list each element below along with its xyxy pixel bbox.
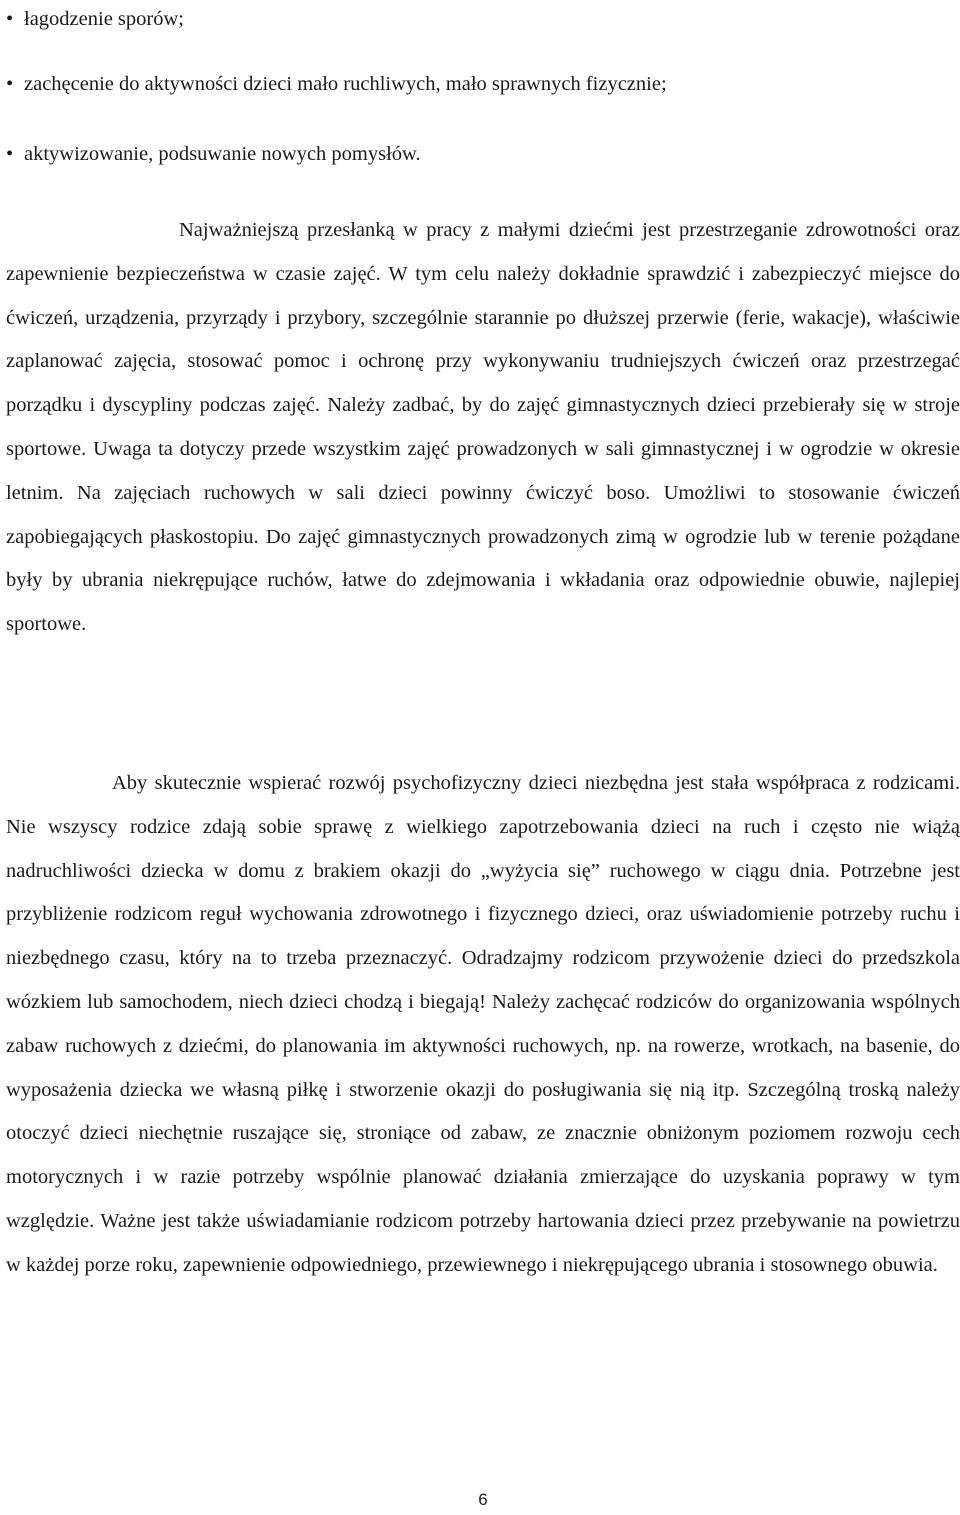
paragraph-parents: Aby skutecznie wspierać rozwój psychofizyczny dzieci niezbędna jest stała współpraca z rodzicami. Nie wszyscy rodzice zdają sobie sprawę z wielkiego zapotrzebowania dzieci na ruch i często nie wiążą nadruchliwości dziecka w domu z brakiem okazji do „wyżycia się” ruchowego w ciągu dnia. Potrzebne jest przybliżenie rodzicom reguł wychowania zdrowotnego i fizycznego dzieci, oraz uświadomienie potrzeby ruchu i niezbędnego czasu, który na to trzeba przeznaczyć. Odradzajmy rodzicom przywożenie dzieci do przedszkola wózkiem lub samochodem, niech dzieci chodzą i biegają! Należy zachęcać rodziców do organizowania wspólnych zabaw ruchowych z dziećmi, do planowania im aktywności ruchowych, np. na rowerze, wrotkach, na basenie, do wyposażenia dziecka we własną piłkę i stworzenie okazji do posługiwania się nią itp. Szczególną troską należy otoczyć dzieci niechętnie ruszające się, stroniące od zabaw, ze znacznie obniżonym poziomem rozwoju cech motorycznych i w razie potrzeby wspólnie planować działania zmierzające do uzyskania poprawy w tym względzie. Ważne jest także uświadamianie rodzicom potrzeby hartowania dzieci przez przebywanie na powietrzu w każdej porze roku, zapewnienie odpowiedniego, przewiewnego i niekrępującego ubrania i stosownego obuwia. <box>6 772 960 1276</box>
bullet-item <box>6 70 667 98</box>
bullet-text: zachęcenie do aktywności dzieci mało ruchliwych, mało sprawnych fizycznie; <box>24 73 667 95</box>
bullet-marker: • <box>6 143 14 165</box>
bullet-text: łagodzenie sporów; <box>24 8 184 30</box>
bullet-item <box>6 5 184 33</box>
paragraph-safety: Najważniejszą przesłanką w pracy z małymi dziećmi jest przestrzeganie zdrowotności oraz zapewnienie bezpieczeństwa w czasie zajęć. W tym celu należy dokładnie sprawdzić i zabezpieczyć miejsce do ćwiczeń, urządzenia, przyrządy i przybory, szczególnie starannie po dłuższej przerwie (ferie, wakacje), właściwie zaplanować zajęcia, stosować pomoc i ochronę przy wykonywaniu trudniejszych ćwiczeń oraz przestrzegać porządku i dyscypliny podczas zajęć. Należy zadbać, by do zajęć gimnastycznych dzieci przebierały się w stroje sportowe. Uwaga ta dotyczy przede wszystkim zajęć prowadzonych w sali gimnastycznej i w ogrodzie w okresie letnim. Na zajęciach ruchowych w sali dzieci powinny ćwiczyć boso. Umożliwi to stosowanie ćwiczeń zapobiegających płaskostopiu. Do zajęć gimnastycznych prowadzonych zimą w ogrodzie lub w terenie pożądane były by ubrania niekrępujące ruchów, łatwe do zdejmowania i wkładania oraz odpowiednie obuwie, najlepiej sportowe. <box>6 219 960 636</box>
bullet-text: aktywizowanie, podsuwanie nowych pomysłów. <box>24 143 421 165</box>
bullet-marker: • <box>6 73 14 95</box>
bullet-item <box>6 140 421 168</box>
bullet-marker: • <box>6 8 14 30</box>
page-number: 6 <box>478 1490 488 1509</box>
